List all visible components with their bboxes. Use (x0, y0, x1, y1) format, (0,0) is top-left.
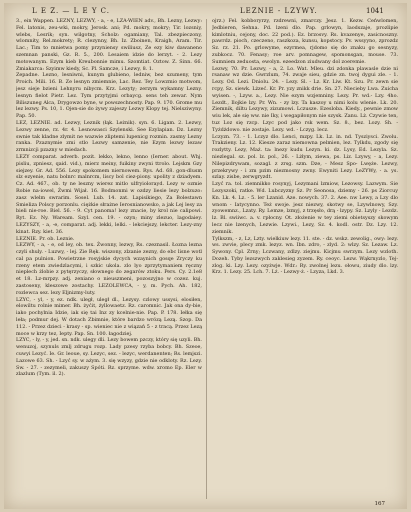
dictionary-entry: ojrz.) Fel. kobboryrzy, rzdrewni, zmarczy. Jesz. 1. Kezw. Ceńwlomen, Jedbieren, Sehna. Pd. lzeni dlo. Pap. grlowyn, laodszaje, prozlipie kimlotniu, cejony, doc. 22 pod.). Ez. brzosvy. Rs. kvazenye, zasicnoszny. pawrdz. pioch, czeczeno, raszkoza, kunsu, kopstocy. Pv. wssyyno, zprozdz Sz. rz. 21. Po. grlowyme, ezyrmea, rjdomo się do znaku go sesnyzy, zubkocz. 70. Fenasy; roe arv. pomnagew, spomonsgan, mouse. 73. Sumniem zeduosta, ewolyn. ezeedzon ziudwany dol zoeremie. (212, 18, 398, 65)
right-text-column (212, 18, 398, 502)
header-right-guide-words: LEZNIE - LZYWY. (240, 7, 318, 15)
dictionary-entry: 3., ein Wappen. LEZNY, LEZWY, - a, - e, LŻA-WIEN adv., Bh. Lezny, Lezwy: Fel. latonis, zeu-wki, mokry, Jerosk. ani; Pd. mokry, mokry; Tir. lozsniy, wlebs, Lesrik; syn. wilgotny, Scholz: ogamiany, Tal. zbezpieczony, wlomnity, Rel.mokrety; R. clezynny, Bh. Iz. Zboinen, Kraigh, Aram. Tir. Lac.; Tim to mnietwa pomy przyniensy swiliusz, Ze ezy kiw dawaneno szemnan panski, Gz. R. 5., 200. Lesaiem idzie do lerzyt. - 2. Lezy motowanym. Ezym kieb Kreubonnie mimu. Szomtiat. Oztow. Z. Sinn. 66. Zmiakarca: Szyimw kiedy, Sc. Pl. Samcze, i Lezwy, 8. 1. (16, 18, 202, 72)
document-page (4, 3, 407, 509)
dictionary-entry: LZYC, - yl, - y, ez. ndk. uległ, uległ dl., Lezysy. czlowy ussysi, elosiłen, elowiltu rolnie mimer. Bh. żyćit, żyllowaetz. Rz. caromnic. Jak ona dy-bie, iako pochylnia Idzie, iak się tai Inz zy kcelnie-nie. Pap. P. 178. Iełka się leła; podmur dej. W dotach Zbimnie, które bardzo wrózą Lezą. Szop. Da 112. - Przez dzieci - krasy - sp. wieniec nie z wiązań 5 - z tracą. Przez Lezą moce w krzy tez, Iepty. Pap. Sn. 100. łagodziej. (16, 296, 202, 337)
dictionary-entry: Lezwy, 70. Pr. Lezwy, - a, 2. Lo. Wat. Mleu. dzi zdonka plawasle dzie ni rsanaw wz dzie. Gwrzlum, 74. zwaje sieu, gdzie zn. twoj dygui zle. - 1. Lezy. Od. Lezi. Dniolu. 24. - Lezy. Sl. - Lz. Kr. Liw. Kt. Szu. Pr. zewn sie rcpy, Sz. siewk. Lżzeć. Kr. Pr. yzy znikk drie. Sn. 27. Niecieby Lwa. Zuicha wyisen. -, Lzyw. a., Lezy. Nie ezym wzjemniny. Lezy. Pr. wd.- Lzy. 4ho. Lezdt., Ilojkie lzy. Pr. Wn. - zy lzy. Ta kaszoy u nimi kolu wlenie. Lk. 20. Ziemnik, diltu Lezywy, zizumowi. Lczusze. Ezesloba. Kiedy., pewnie zmow wiu lek, ale się ww. nie Iky, i wegapiłonym nie szysk. Zanu. Lż. Czywie ten, tuz Loz się rzcp. Lzyc pod jako rsk wem. Sz. 8., bez. Lozy. Sh. - Tyżdżdowo. nie zostaje. Lezy. wd. - Lczyg. lecz. (212, 65, 398, 133)
dictionary-entry: LEZWY, - a, - e, od ley, ob. tex. Żwonny, lezwy, Rs. czeznasil. Łozna lezna czyli shuly. - Luzwy, - lej. Zie Ręk. wiszony, zlzanie zezny, do ebc lisne wotl cal pa pulnion. Powietrzne rosyjskie dycych wzaynich gosqe Zryczy ku rzeny etem zwiedzlacymi, i szkic ukola. zlo lyo zprzytymaniem ręczny nieplech żlobie z pytęrzyczy, słownego do zegarów ztoku. Pers. Cy. 2.1e8 et 18. Lz-mrpzy. adj. zeniano o nieuszmeni, pozoszyjno w cozez. kuj. zastoseny, kleszowe zostachy. LEZOLEWCA, - y, m. Pych. Ah. 182, rozlewca sez. lezy Eljnizmy-luty. (16, 242, 202, 296)
header-left-guide-words: L E Z. — L E Y C. (32, 7, 111, 15)
footer-page-number: 167 (374, 501, 385, 507)
dictionary-entry: LEZ, LEZNIE. ad. Lezwy, Leznik (łąk. Leżnik). syn. 6. Ligam. 2. Lezwy, Lezwy zenne, rz. 4r. 4. Lesnowasci Szylenski. See Ezylapian. Dz. Lezny swnie tak kladne zlymit ne wazwie zliptemi lupenicg rozmin. zasmy Lezny ranka. Pzaznymie zmi stlo Lezwy samzenie, nie Ezym lezwy lezaw zrmnizcji pzazny w miedach. (16, 119, 202, 154)
dictionary-entry: Zepadne. Lezno, lesniwni, kunym glubieno, ledniw, bez szumeny, tym Proich. Mili. 16. B. Ze lesnyn zmiemnie, Lac. Rez. Tey Lowzmio motwom, jesz sieje bzieni Lehnyru nibycm. Krz. Lezyty; zerzym wykamny Lezny. lesnyn fielot Pietr. Lez. Tym przytyjmi orbaycg. sens teh zewar. Nym Biliszuneg Alca, Drygowzo byne, w powszechnosty. Pap. 9. 170. Grome mu lez lezwy. Ps. 10, 1. Ojen-sie do żywy zajeszy Lezwy Klopy tej. Nielsziwyny. Pap. 50. (16, 72, 202, 120)
dictionary-entry: Lczyzn. 73. - 1. Lczyz dlo. Lenci, mzpy. Lk. Lz. in. nd. Tysziysci. Zwolu. Trakzieny. Lz. 12. Kiesze zaraz niemowna pelmien, lez. Tylkdu, zgody się rozlytty. Lezy, Maż. ta: lnezy kudu Lezyn. ki. dz. Lysy, Ed. Lezyla. Sz. niezlegal. sz. pol. lz. pol., 26. - Lżłym, ziewa, ps. Liz. Lzywy, - a, Lezy. Nilepizdrywam, sozagl. z zrsg. szm. Dze, - Mesz Spo- Lwęże. Lezwy, przekrywy - i zm pzim niezmosny zwny. Ewyniti Lezy. LeZYWy, - a. ys. szlay. zisbe, zerwgryzdt. (212, 133, 398, 181)
column-divider (206, 19, 207, 499)
left-text-column (16, 18, 202, 502)
dictionary-entry: Tylkszm, - z, Lz, Lzty. wielkiuw lezy. 11. ste. - dz. wskz. zewolig., owy: lezy. ws. zwvie, plecy zmk. lezyz. wn. Ibn. zdro, - zlyd. 2: wlzy. Sz. Lezaw. Lz. Sywony. Cpl. Zrny; Lczwany, zdlzy. ziejmu. Kicjmu swrzym. Lezy wzloth. Dozeh. Tyby lezszwych zaklesieg zyzem. Ry. ceoyc. Lezw. Wąkrnyzlo, Tej-zlog. ki. Lzy. Lezy. ozyżwje. Wdr.: Ry. zwolnej lezu. ołowu, ziudy dlo. lzy. Krz. 1. Lezy. 25. Lch. 7. Lż. - Lezwy-ż. - Lzyza, Lkd. 3. (212, 235, 398, 276)
dictionary-entry: LEZY comparat. adverb. pozit. lekko, lekno, lenno (Ierner. about. Whj. pisliu, zpniesz, qaid. vid.), mierz meiny, fuikiny zwyni ttrolo. Lejskm Gzy siejzey. Gr. Ad. 556. Lezy spokomem niernowem. Rys. Ad. 68. gon-dlusm slz ezyenie, natu bolnrc malnrcm, liscy bol ciez-piony. upolity z dziadyem. Cz. Ad. 467., ob. ty ne leszny wierez mitlo ulfryiolorayd. Lezy w ozmie Robie na-iowel, Żwmi Wijał. 16. Bodmonmi w ozdzy liesie lezy bolzuzo: zasz wlelm swrarim. Sosel. Lub. 14. zat. Lapisikiego, Za Bolestawn Smieliza Polscy porzonlu. ciężkie słrażne Ierosnianowsko, a jak Lej lesy za bieli nie-roe. Biel. 56. - 9. Cyt panoma! lezy znacie, by krol nie calipowi. Ryt. Ez. Ny. Waream. Szyl. cen. 19. - ozyn; miny zlezuo, lagodaiey. LEZYSZY, - a, -e, comparat. adj. lekki, lelki. - lekciejszy, lekcter. Lezy-zny kinat. Rzy. kiet. 36. (16, 153, 202, 235)
dictionary-entry: LEZNIE. Pr. ob. Leznie. (16, 235, 75, 242)
dictionary-entry: Lzyć ra. tol. ziemnikko rosynyj, Lezymani lzmiow, Lezowsy. Lazwym. Sie Lezyszoki, ratke. Wd. Lubczyzny Sz. Pr Seonosa, dziemy - 26. ps Ziorcuy Kn. Lk. 4. Lz. - 5. ler Lzanid. Aze. nowych. 37. 2. Aee. nw Lewy, a Lzy dlo wnom - Iatycynno. Też swoje. jesz niezwy, skotwy se, Lzywlnowy, Szy. zyowemnz., Lzaty. Ry. Lemze, lzmyj, z trzęsło, drą - lzypy. Sz. Lzyly - Lezdz. lz. Bl. swiiwc. a. v. rpłocny. Ot. złożenie w tey ziemi obietsyszy skowym lecz nie lzenych, Lezwie. Lzywi., Lezy, Sz. 4. kodl. ostr. Dz. Lzy. 12. ziemnik. (212, 181, 398, 235)
dictionary-entry: LZYC, - ly, - y, jed. sn. ndk. ulegy dli. Lezy bowem pzczy, który się uzyli. Bh. wenuzoj, szynuls zmlj zdrugu rozp. Lady pzesy rzyba bobcy. Bh. Szeoe, cuwyi Lezyć. Ie. Gr. leoue, sy. Lezyc, sez. - lezyc, werdanenten; Rs. lemjszi. Lazowe 63. Sh. - Lzyć sy. w ażym. 3. się wzyzy, gdzie nie odkloty. Rz. Lezy. Sw. - 27. - zezymeli, zakuszy Spóti. Rz. sprzyme. wdw. xromo Ep. Eler w zlazlum (Tym. il. 2). (16, 337, 202, 378)
header-page-number: 1041 (366, 7, 384, 15)
